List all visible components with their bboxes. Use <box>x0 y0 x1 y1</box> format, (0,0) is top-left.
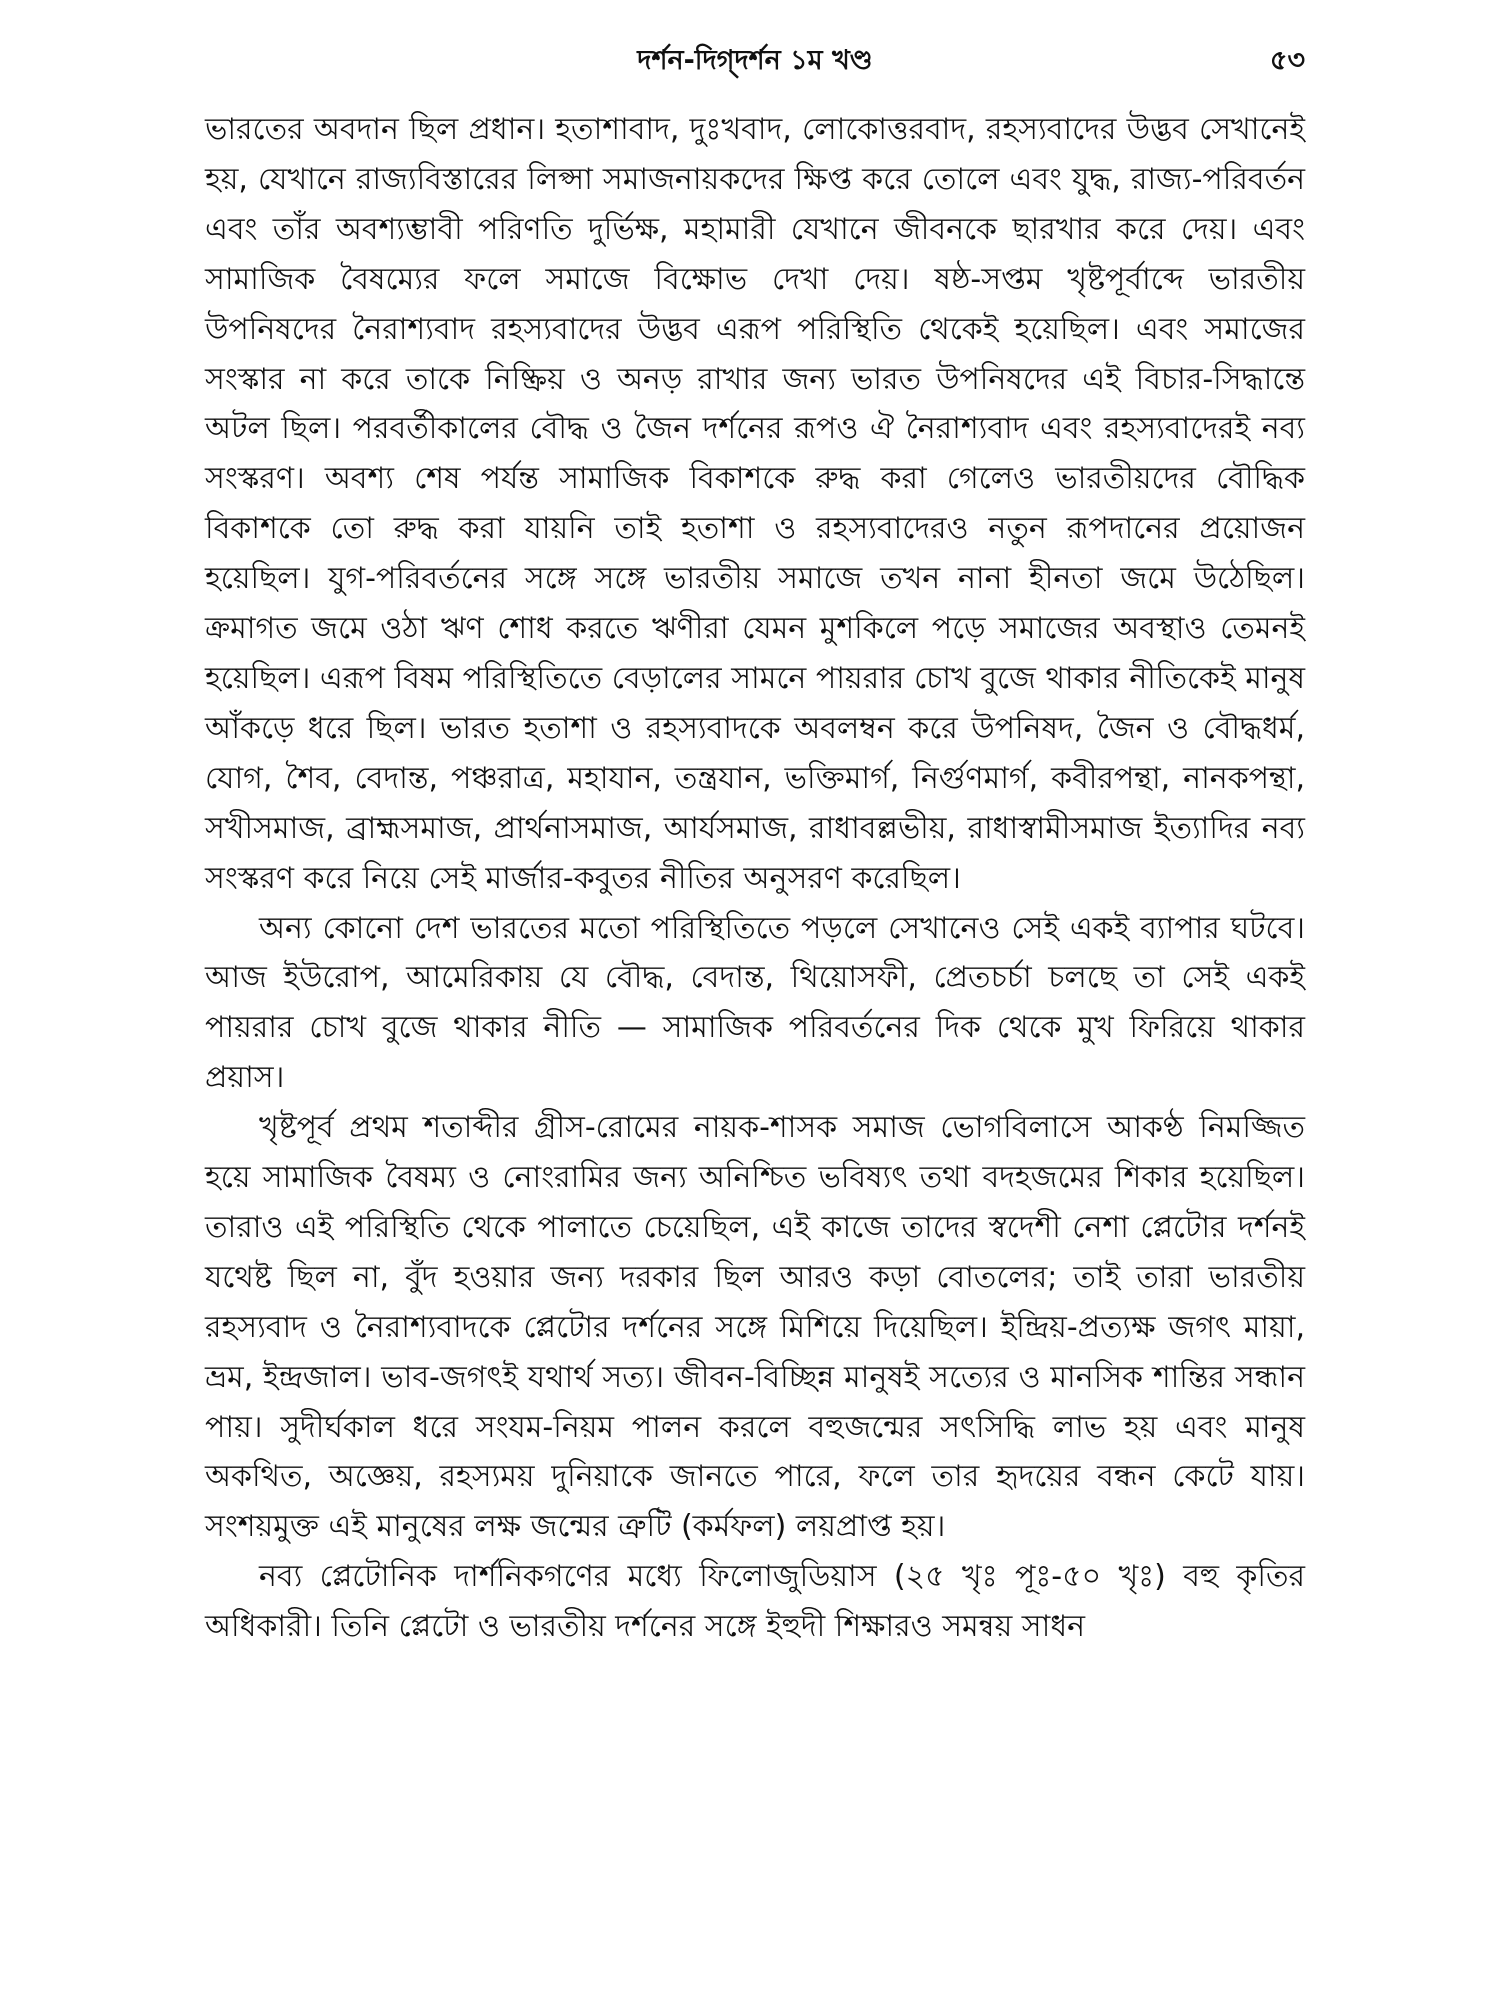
running-head-title: দর্শন-দিগ্‌দর্শন ১ম খণ্ড <box>637 45 873 76</box>
paragraph: ভারতের অবদান ছিল প্রধান। হতাশাবাদ, দুঃখবাদ, লোকোত্তরবাদ, রহস্যবাদের উদ্ভব সেখানেই হয়, যেখানে রাজ্যবিস্তারের লিপ্সা সমাজনায়কদের ক্ষিপ্ত করে তোলে এবং যুদ্ধ, রাজ্য-পরিবর্তন এবং তাঁর অবশ্যম্ভাবী পরিণতি দুর্ভিক্ষ, মহামারী যেখানে জীবনকে ছারখার করে দেয়। এবং সামাজিক বৈষম্যের ফলে সমাজে বিক্ষোভ দেখা দেয়। ষষ্ঠ-সপ্তম খৃষ্টপূর্বাব্দে ভারতীয় উপনিষদের নৈরাশ্যবাদ রহস্যবাদের উদ্ভব এরূপ পরিস্থিতি থেকেই হয়েছিল। এবং সমাজের সংস্কার না করে তাকে নিষ্ক্রিয় ও অনড় রাখার জন্য ভারত উপনিষদের এই বিচার-সিদ্ধান্তে অটল ছিল। পরবর্তীকালের বৌদ্ধ ও জৈন দর্শনের রূপও ঐ নৈরাশ্যবাদ এবং রহস্যবাদেরই নব্য সংস্করণ। অবশ্য শেষ পর্যন্ত সামাজিক বিকাশকে রুদ্ধ করা গেলেও ভারতীয়দের বৌদ্ধিক বিকাশকে তো রুদ্ধ করা যায়নি তাই হতাশা ও রহস্যবাদেরও নতুন রূপদানের প্রয়োজন হয়েছিল। যুগ-পরিবর্তনের সঙ্গে সঙ্গে ভারতীয় সমাজে তখন নানা হীনতা জমে উঠেছিল। ক্রমাগত জমে ওঠা ঋণ শোধ করতে ঋণীরা যেমন মুশকিলে পড়ে সমাজের অবস্থাও তেমনই হয়েছিল। এরূপ বিষম পরিস্থিতিতে বেড়ালের সামনে পায়রার চোখ বুজে থাকার নীতিকেই মানুষ আঁকড়ে ধরে ছিল। ভারত হতাশা ও রহস্যবাদকে অবলম্বন করে উপনিষদ, জৈন ও বৌদ্ধধর্ম, যোগ, শৈব, বেদান্ত, পঞ্চরাত্র, মহাযান, তন্ত্রযান, ভক্তিমার্গ, নির্গুণমার্গ, কবীরপন্থা, নানকপন্থা, সখীসমাজ, ব্রাহ্মসমাজ, প্রার্থনাসমাজ, আর্যসমাজ, রাধাবল্লভীয়, রাধাস্বামীসমাজ ইত্যাদির নব্য সংস্করণ করে নিয়ে সেই মার্জার-কবুতর নীতির অনুসরণ করেছিল। <box>205 112 1305 896</box>
page-number: ৫৩ <box>1269 45 1305 76</box>
paragraph: নব্য প্লেটোনিক দার্শনিকগণের মধ্যে ফিলোজুডিয়াস (২৫ খৃঃ পূঃ-৫০ খৃঃ) বহু কৃতির অধিকারী। তিনি প্লেটো ও ভারতীয় দর্শনের সঙ্গে ইহুদী শিক্ষারও সমন্বয় সাধন <box>205 1559 1305 1645</box>
page-header <box>205 36 1305 86</box>
body-text <box>205 105 1305 1652</box>
paragraph: খৃষ্টপূর্ব প্রথম শতাব্দীর গ্রীস-রোমের নায়ক-শাসক সমাজ ভোগবিলাসে আকণ্ঠ নিমজ্জিত হয়ে সামাজিক বৈষম্য ও নোংরামির জন্য অনিশ্চিত ভবিষ্যৎ তথা বদহজমের শিকার হয়েছিল। তারাও এই পরিস্থিতি থেকে পালাতে চেয়েছিল, এই কাজে তাদের স্বদেশী নেশা প্লেটোর দর্শনই যথেষ্ট ছিল না, বুঁদ হওয়ার জন্য দরকার ছিল আরও কড়া বোতলের; তাই তারা ভারতীয় রহস্যবাদ ও নৈরাশ্যবাদকে প্লেটোর দর্শনের সঙ্গে মিশিয়ে দিয়েছিল। ইন্দ্রিয়-প্রত্যক্ষ জগৎ মায়া, ভ্রম, ইন্দ্রজাল। ভাব-জগৎই যথার্থ সত্য। জীবন-বিচ্ছিন্ন মানুষই সত্যের ও মানসিক শান্তির সন্ধান পায়। সুদীর্ঘকাল ধরে সংযম-নিয়ম পালন করলে বহুজন্মের সৎসিদ্ধি লাভ হয় এবং মানুষ অকথিত, অজ্ঞেয়, রহস্যময় দুনিয়াকে জানতে পারে, ফলে তার হৃদয়ের বন্ধন কেটে যায়। সংশয়মুক্ত এই মানুষের লক্ষ জন্মের ত্রুটি (কর্মফল) লয়প্রাপ্ত হয়। <box>205 1110 1305 1545</box>
paragraph: অন্য কোনো দেশ ভারতের মতো পরিস্থিতিতে পড়লে সেখানেও সেই একই ব্যাপার ঘটবে। আজ ইউরোপ, আমেরিকায় যে বৌদ্ধ, বেদান্ত, থিয়োসফী, প্রেতচর্চা চলছে তা সেই একই পায়রার চোখ বুজে থাকার নীতি — সামাজিক পরিবর্তনের দিক থেকে মুখ ফিরিয়ে থাকার প্রয়াস। <box>205 910 1305 1096</box>
